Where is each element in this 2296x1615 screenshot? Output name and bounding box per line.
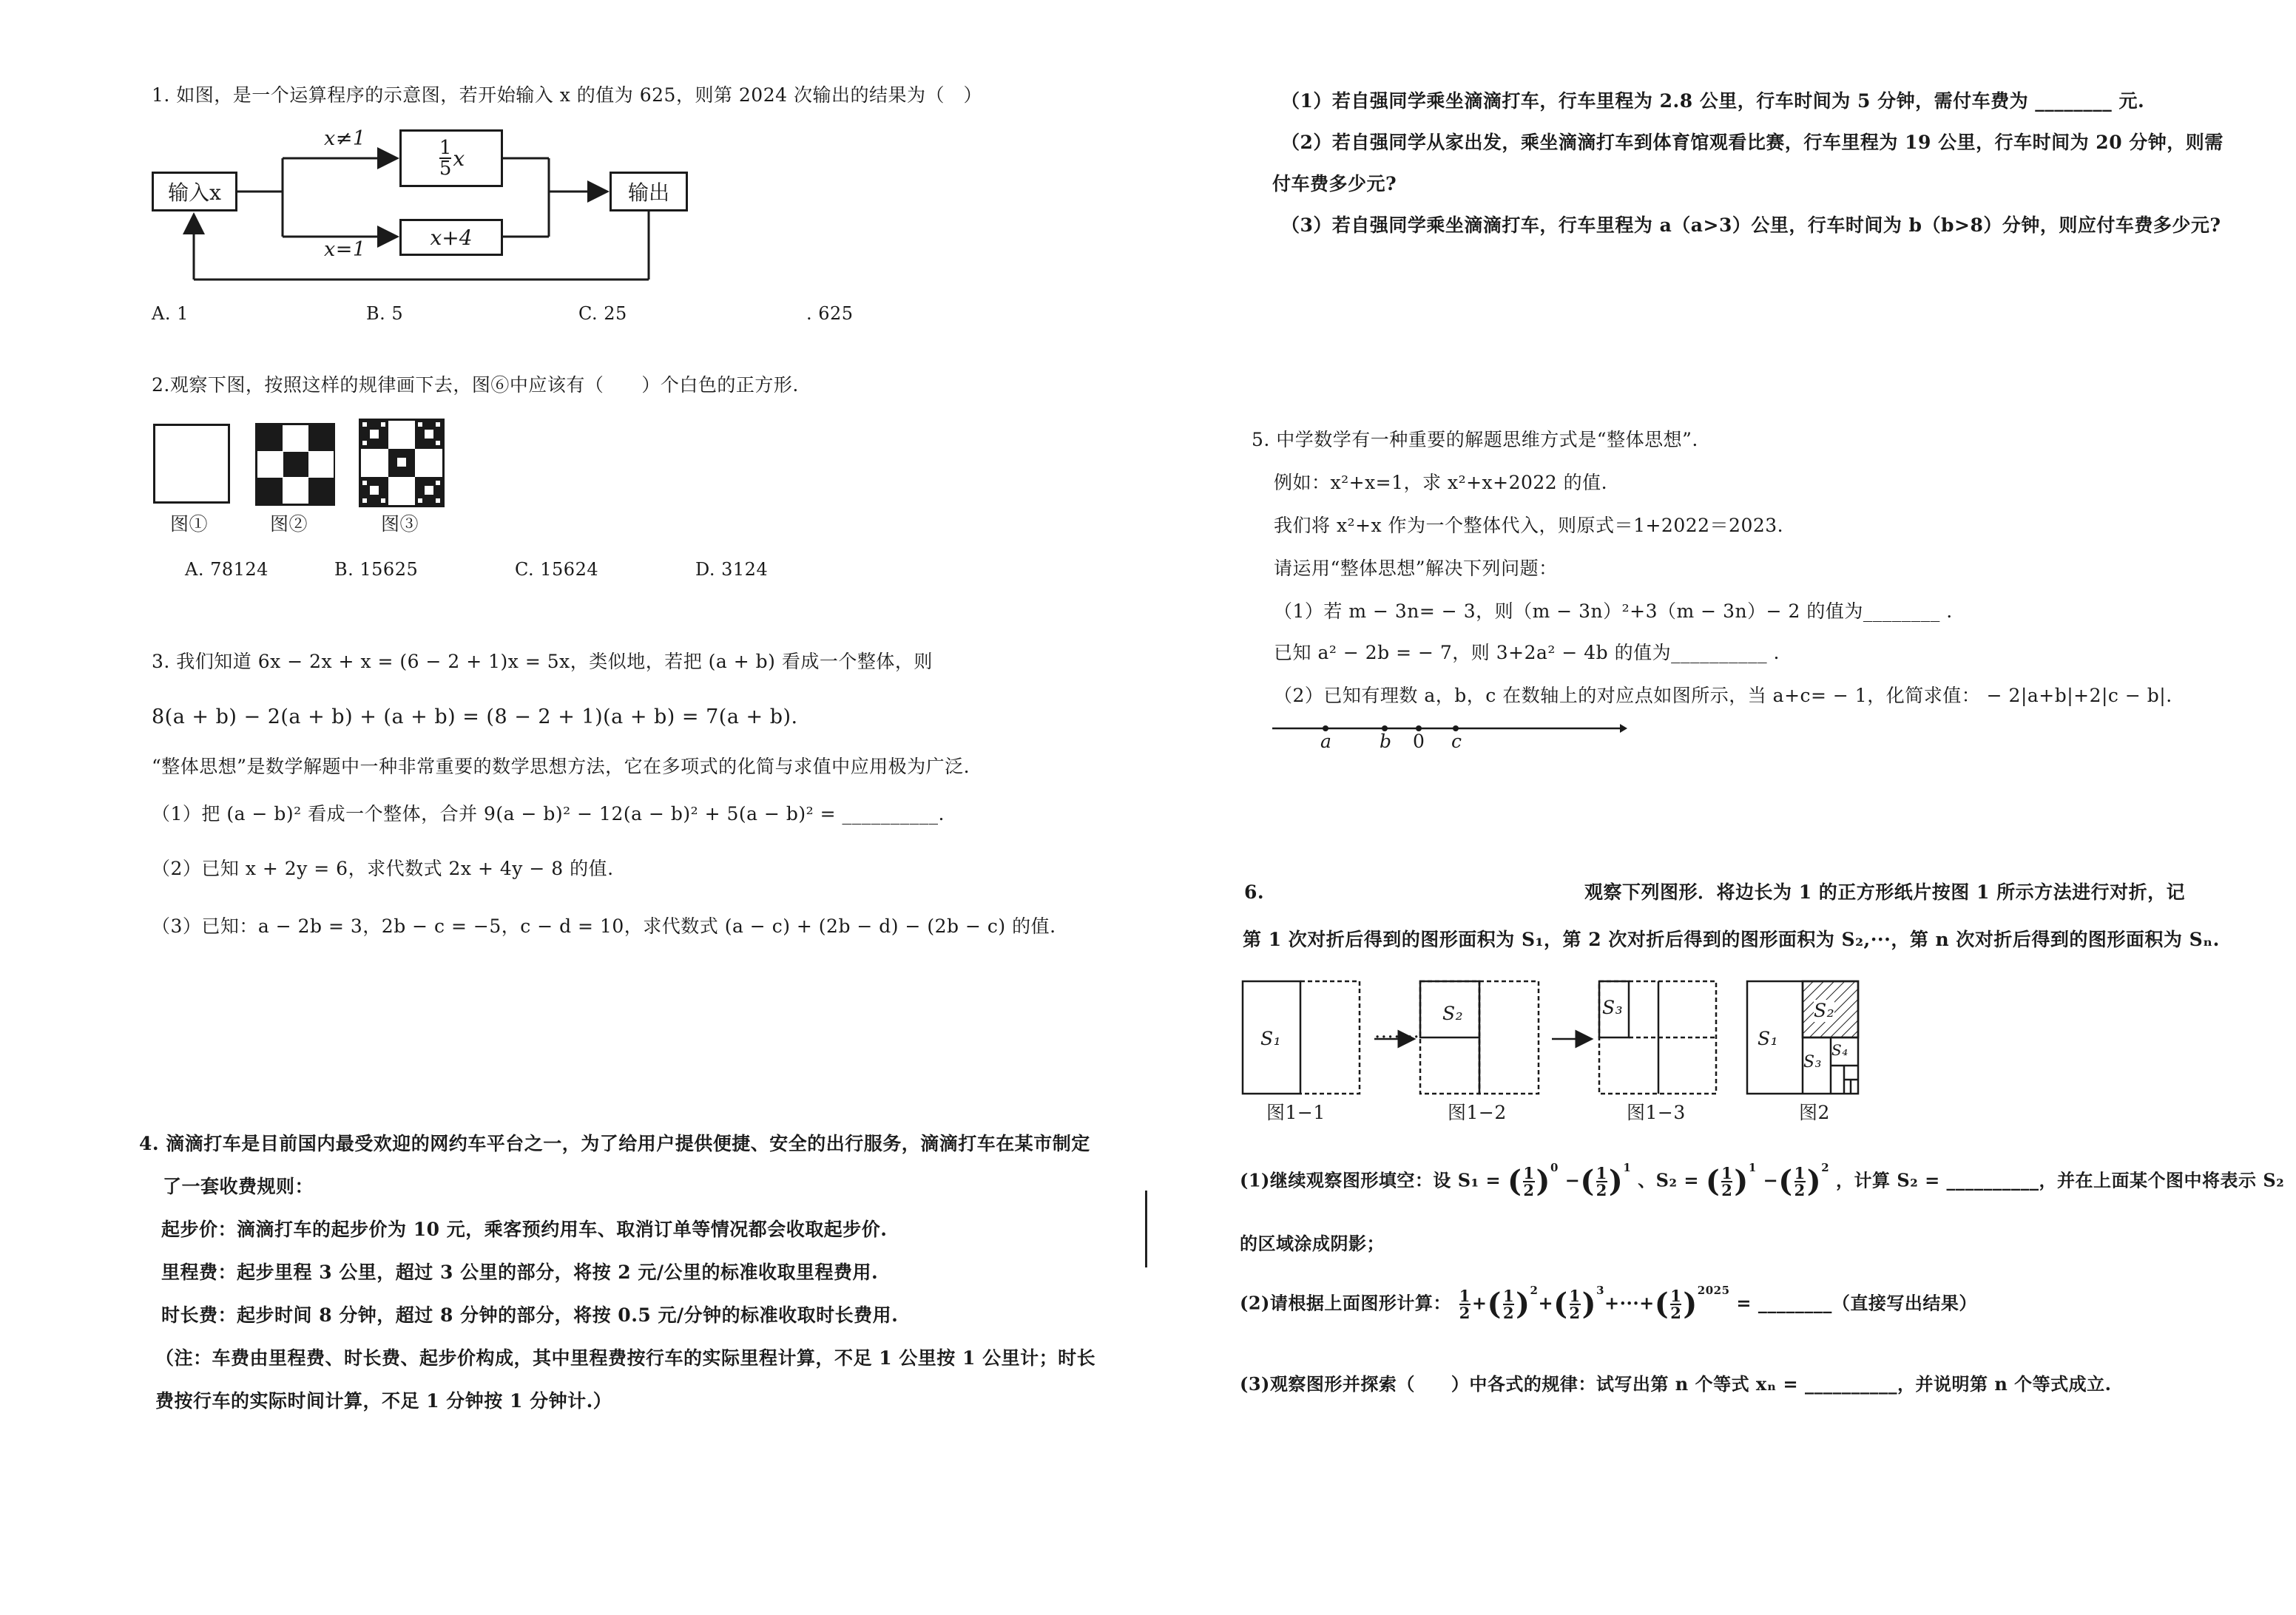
q4-line-1: 4. 滴滴打车是目前国内最受欢迎的网约车平台之一，为了给用户提供便捷、安全的出行服务，滴滴打车在某市制定 [139, 1133, 1090, 1154]
q2-figure-1-label: 图① [170, 513, 209, 535]
q5-line-4: 请运用“整体思想”解决下列问题： [1274, 558, 1558, 579]
q6-figure-label-1: 图1−1 [1266, 1102, 1326, 1123]
q1-output-box: 输出 [610, 172, 688, 211]
q3-part-3: （3）已知：a − 2b = 3，2b − c = −5，c − d = 10，求代数式 (a − c) + (2b − d) − (2b − c) 的值. [152, 915, 1056, 937]
q4-line-2: 了一套收费规则： [163, 1176, 314, 1197]
q2-figure-3 [359, 419, 445, 507]
q5-axis-label-b: b [1380, 731, 1392, 752]
q2-figure-1 [153, 424, 230, 504]
q2-figure-2-label: 图② [270, 513, 308, 535]
q3-part-2: （2）已知 x + 2y = 6，求代数式 2x + 4y − 8 的值. [152, 858, 614, 879]
right-page [1148, 0, 2296, 1615]
q5-line-1: 5. 中学数学有一种重要的解题思维方式是“整体思想”. [1252, 429, 1698, 450]
q5-part-2: （2）已知有理数 a，b，c 在数轴上的对应点如图所示，当 a+c= − 1，化简求值： − 2|a+b|+2|c − b|. [1274, 685, 2172, 706]
q6-figure-label-3: 图1−3 [1627, 1102, 1686, 1123]
q5-part-1a: （1）若 m − 3n= − 3，则（m − 3n）²+3（m − 3n）− 2 的值为________ . [1274, 600, 1953, 622]
q6-line-2: 第 1 次对折后得到的图形面积为 S₁，第 2 次对折后得到的图形面积为 S₂,···，第 n 次对折后得到的图形面积为 Sₙ. [1243, 929, 2220, 950]
q6-label-s3-fig3: S₃ [1602, 997, 1624, 1018]
q2-option-a: A. 78124 [185, 559, 269, 580]
q1-op-bottom-box: x+4 [399, 219, 503, 256]
q5-axis-label-c: c [1451, 731, 1462, 752]
q1-op-top-box: $\frac{1}{5}$ x [399, 129, 503, 187]
q3-line-2: 8(a + b) − 2(a + b) + (a + b) = (8 − 2 + 1)(a + b) = 7(a + b). [152, 705, 798, 728]
q6-label-s2-fig4: S₂ [1814, 1000, 1835, 1021]
q4-part-3: （3）若自强同学乘坐滴滴打车，行车里程为 a（a>3）公里，行车时间为 b（b>8）分钟，则应付车费多少元? [1281, 214, 2221, 236]
q1-branch-top-label: x≠1 [324, 127, 366, 150]
q4-line-7: 费按行车的实际时间计算，不足 1 分钟按 1 分钟计.） [155, 1390, 612, 1412]
q3-line-3: “整体思想”是数学解题中一种非常重要的数学思想方法，它在多项式的化简与求值中应用极为广泛. [152, 756, 970, 777]
q4-part-1: （1）若自强同学乘坐滴滴打车，行车里程为 2.8 公里，行车时间为 5 分钟，需付车费为 ________ 元. [1281, 90, 2145, 112]
q2-figure-2 [255, 423, 335, 506]
q4-line-3: 起步价：滴滴打车的起步价为 10 元，乘客预约用车、取消订单等情况都会收取起步价. [161, 1219, 888, 1240]
q2-stem: 2.观察下图，按照这样的规律画下去，图⑥中应该有（ ）个白色的正方形. [152, 374, 799, 396]
q1-option-b: B. 5 [366, 303, 404, 324]
q4-line-5: 时长费：起步时间 8 分钟，超过 8 分钟的部分，将按 0.5 元/分钟的标准收取时长费用. [161, 1304, 899, 1326]
q1-option-d: . 625 [806, 303, 854, 324]
q5-part-1b: 已知 a² − 2b = − 7，则 3+2a² − 4b 的值为__________ . [1274, 642, 1780, 663]
q6-part-3: (3)观察图形并探索（ ）中各式的规律：试写出第 n 个等式 xₙ = __________，并说明第 n 个等式成立. [1240, 1373, 2112, 1395]
page-divider-mark [1145, 1191, 1147, 1267]
q6-label-s3-fig4: S₃ [1803, 1053, 1822, 1071]
q5-line-2: 例如：x²+x=1，求 x²+x+2022 的值. [1274, 472, 1608, 493]
q6-dots: ······· [1374, 1026, 1420, 1049]
q6-figure-label-2: 图1−2 [1448, 1102, 1507, 1123]
q2-option-b: B. 15625 [334, 559, 419, 580]
q5-axis-label-a: a [1320, 731, 1332, 752]
q2-figure-3-label: 图③ [381, 513, 419, 535]
q6-label-s4-fig4: S₄ [1831, 1041, 1848, 1059]
q6-label-s1-fig1: S₁ [1260, 1028, 1282, 1049]
q6-label-s2-fig2: S₂ [1442, 1003, 1464, 1024]
q1-input-box: 输入x [152, 172, 237, 211]
q1-stem: 1. 如图，是一个运算程序的示意图，若开始输入 x 的值为 625，则第 2024 次输出的结果为（ ） [152, 84, 982, 106]
q5-axis-label-0: 0 [1413, 731, 1425, 752]
q1-option-a: A. 1 [152, 303, 189, 324]
q4-part-2a: （2）若自强同学从家出发，乘坐滴滴打车到体育馆观看比赛，行车里程为 19 公里，行车时间为 20 分钟，则需 [1281, 132, 2224, 153]
q3-line-1: 3. 我们知道 6x − 2x + x = (6 − 2 + 1)x = 5x，类似地，若把 (a + b) 看成一个整体，则 [152, 651, 933, 672]
q6-part-2: (2)请根据上面图形计算： $\frac{1}{2}$ +( $\frac{1}{2}$ )$^2$+( $\frac{1}{2}$ )$^3$+···+( $\frac{1}{2}$ )$^{2025}$ = ________（直接写出结果） [1240, 1284, 1977, 1322]
q6-part-1b: 的区域涂成阴影； [1240, 1233, 1385, 1254]
q6-label-s1-fig4: S₁ [1758, 1028, 1779, 1049]
q4-line-4: 里程费：起步里程 3 公里，超过 3 公里的部分，将按 2 元/公里的标准收取里程费用. [161, 1262, 879, 1283]
q6-fold-figures [1243, 976, 1894, 1102]
q6-number: 6. [1244, 881, 1265, 903]
q2-option-c: C. 15624 [515, 559, 599, 580]
q1-branch-bottom-label: x=1 [324, 238, 366, 261]
q1-option-c: C. 25 [578, 303, 627, 324]
q6-line-1: 观察下列图形．将边长为 1 的正方形纸片按图 1 所示方法进行对折，记 [1584, 881, 2186, 903]
q5-line-3: 我们将 x²+x 作为一个整体代入，则原式＝1+2022＝2023. [1274, 515, 1784, 536]
q6-figure-label-4: 图2 [1799, 1102, 1830, 1123]
q6-part-1a: (1)继续观察图形填空：设 S₁ = ( $\frac{1}{2}$ )$^0$ −( $\frac{1}{2}$ )$^1$ 、S₂ = ( $\frac{1}{2}$ )$^1$ −( $\frac{1}{2}$ )$^2$ ，计算 S₂ = __________，并在上面某个图中将表示 S₂ [1240, 1161, 2285, 1199]
q3-part-1: （1）把 (a − b)² 看成一个整体，合并 9(a − b)² − 12(a − b)² + 5(a − b)² = __________. [152, 803, 945, 825]
q4-part-2b: 付车费多少元? [1272, 173, 1397, 194]
q2-option-d: D. 3124 [695, 559, 769, 580]
q4-line-6: （注：车费由里程费、时长费、起步价构成，其中里程费按行车的实际里程计算，不足 1 公里按 1 公里计；时长 [155, 1347, 1096, 1369]
